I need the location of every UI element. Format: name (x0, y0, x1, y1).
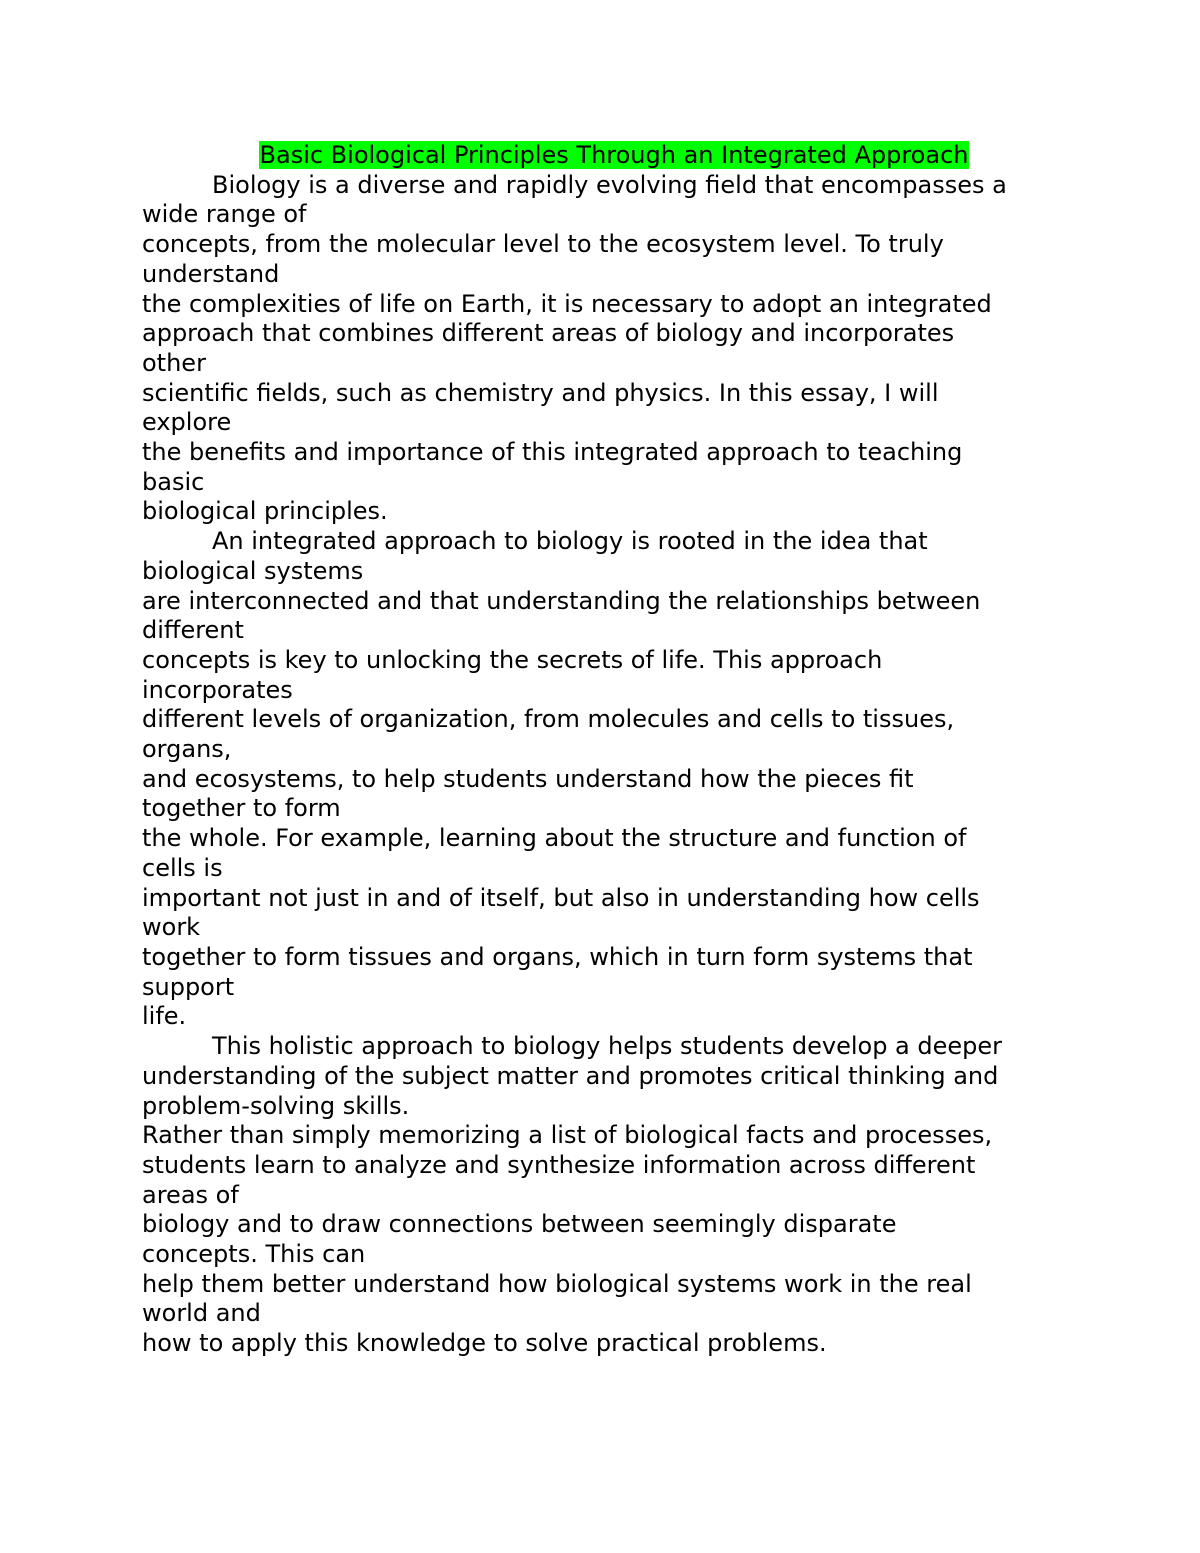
text-line: concepts is key to unlocking the secrets of life. This approach (142, 645, 883, 674)
text-line: are interconnected and that understanding the relationships between (142, 586, 981, 615)
text-line: important not just in and of itself, but also in understanding how cells (142, 883, 980, 912)
text-line: the whole. For example, learning about the structure and function of (142, 824, 967, 853)
text-line: approach that combines different areas of biology and incorporates (142, 319, 955, 348)
text-line: different (142, 616, 244, 645)
text-line: biological principles. (142, 497, 388, 526)
document-title: Basic Biological Principles Through an Integrated Approach (259, 141, 969, 169)
text-line: together to form (142, 794, 341, 823)
text-line: together to form tissues and organs, which in turn form systems that (142, 942, 973, 971)
text-line: problem-solving skills. (142, 1091, 410, 1120)
text-line: areas of (142, 1180, 239, 1209)
text-line: other (142, 348, 206, 377)
text-line: different levels of organization, from molecules and cells to tissues, (142, 705, 955, 734)
text-line: students learn to analyze and synthesize information across different (142, 1150, 976, 1179)
text-line: understand (142, 259, 280, 288)
text-line: explore (142, 408, 232, 437)
text-line: help them better understand how biological systems work in the real (142, 1269, 972, 1298)
text-line: concepts. This can (142, 1240, 366, 1269)
text-line: the complexities of life on Earth, it is necessary to adopt an integrated (142, 289, 992, 318)
text-line: wide range of (142, 200, 307, 229)
text-line: An integrated approach to biology is rooted in the idea that (212, 527, 928, 556)
text-line: life. (142, 1002, 187, 1031)
text-line: Biology is a diverse and rapidly evolving field that encompasses a (212, 170, 1007, 199)
text-line: cells is (142, 853, 223, 882)
text-line: organs, (142, 735, 232, 764)
text-line: This holistic approach to biology helps students develop a deeper (212, 1032, 1003, 1061)
text-line: incorporates (142, 675, 293, 704)
text-line: world and (142, 1299, 261, 1328)
text-line: biological systems (142, 556, 364, 585)
text-line: biology and to draw connections between seemingly disparate (142, 1210, 897, 1239)
title-line (142, 141, 1072, 171)
text-line: how to apply this knowledge to solve practical problems. (142, 1329, 827, 1358)
text-line: support (142, 972, 235, 1001)
text-line: Rather than simply memorizing a list of biological facts and processes, (142, 1121, 993, 1150)
text-line: scientific fields, such as chemistry and physics. In this essay, I will (142, 378, 939, 407)
text-line: work (142, 913, 201, 942)
text-line: concepts, from the molecular level to the ecosystem level. To truly (142, 230, 944, 259)
text-line: and ecosystems, to help students understand how the pieces fit (142, 764, 914, 793)
text-line: basic (142, 467, 205, 496)
text-line: understanding of the subject matter and promotes critical thinking and (142, 1061, 999, 1090)
body-text (142, 171, 1072, 1359)
document-body (142, 141, 1072, 1359)
text-line: the benefits and importance of this integrated approach to teaching (142, 438, 963, 467)
